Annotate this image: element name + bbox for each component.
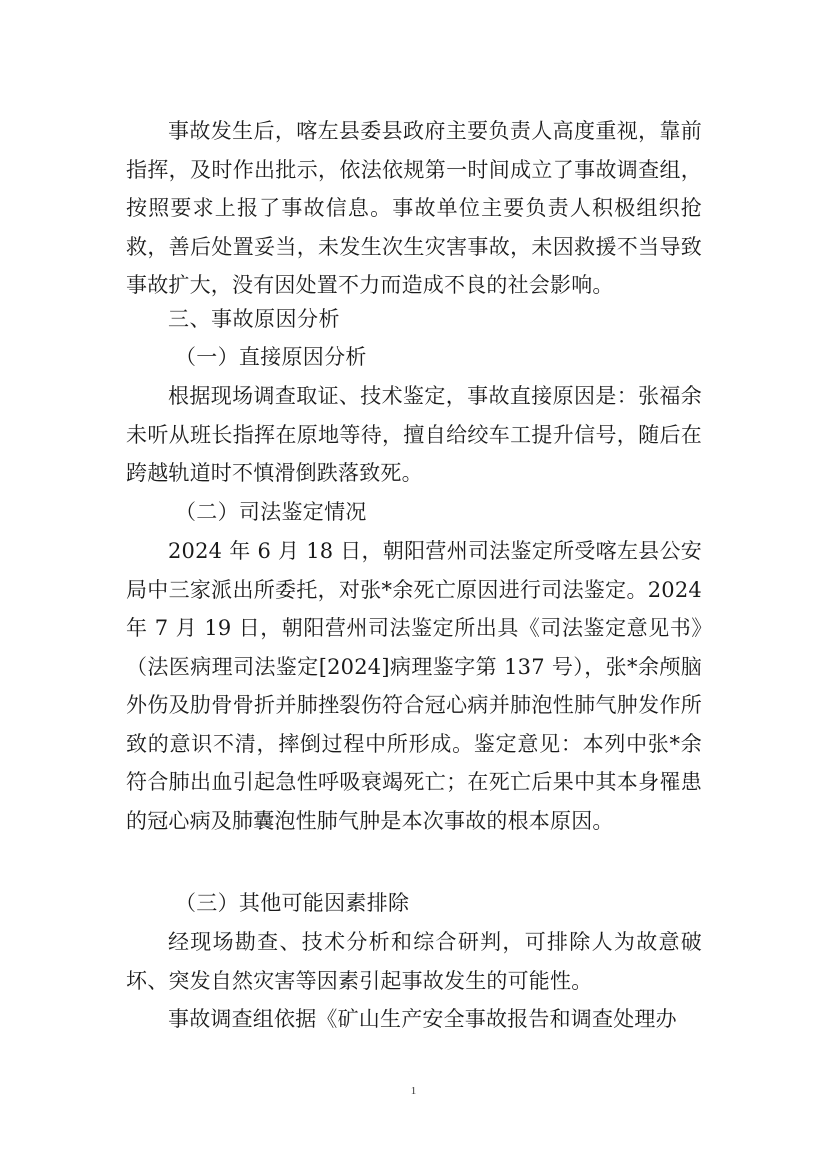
paragraph-aftermath: 事故发生后，喀左县委县政府主要负责人高度重视，靠前指挥，及时作出批示，依法依规第一时间成立了事故调查组，按照要求上报了事故信息。事故单位主要负责人积极组织抢救，善后处置妥当，未发生次生灾害事故，未因救援不当导致事故扩大，没有因处置不力而造成不良的社会影响。 <box>126 119 702 297</box>
paragraph-direct-cause: 根据现场调查取证、技术鉴定，事故直接原因是：张福余未听从班长指挥在原地等待，擅自给绞车工提升信号，随后在跨越轨道时不慎滑倒跌落致死。 <box>126 384 702 485</box>
paragraph-other-factors: 经现场勘查、技术分析和综合研判，可排除人为故意破坏、突发自然灾害等因素引起事故发生的可能性。 <box>126 930 702 993</box>
page-number: 1 <box>410 1085 417 1097</box>
subheading-direct-cause: （一）直接原因分析 <box>175 345 367 369</box>
section-heading-cause-analysis: 三、事故原因分析 <box>168 307 340 331</box>
subheading-other-factors: （三）其他可能因素排除 <box>175 891 410 915</box>
paragraph-forensic: 2024 年 6 月 18 日，朝阳营州司法鉴定所受喀左县公安局中三家派出所委托，对张*余死亡原因进行司法鉴定。2024年 7 月 19 日，朝阳营州司法鉴定所出具《司法鉴定意见书》（法医病理司法鉴定[2024]病理鉴字第 137 号），张*余颅脑外伤及肋骨骨折并肺挫裂伤符合冠心病并肺泡性肺气肿发作所致的意识不清，摔倒过程中所形成。鉴定意见：本列中张*余符合肺出血引起急性呼吸衰竭死亡；在死亡后果中其本身罹患的冠心病及肺囊泡性肺气肿是本次事故的根本原因。 <box>126 539 702 833</box>
paragraph-investigation-basis: 事故调查组依据《矿山生产安全事故报告和调查处理办 <box>168 1007 677 1031</box>
subheading-forensic: （二）司法鉴定情况 <box>175 500 367 524</box>
